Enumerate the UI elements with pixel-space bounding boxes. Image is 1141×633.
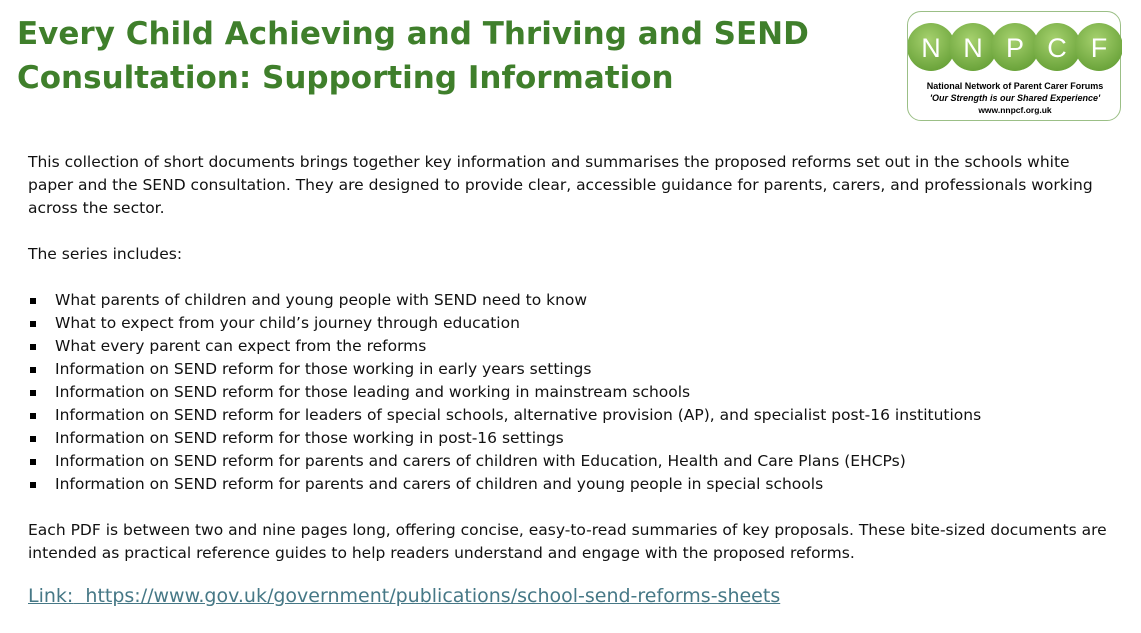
series-label: The series includes: — [28, 245, 183, 263]
link-prefix: Link: — [28, 585, 74, 607]
list-item — [28, 427, 1118, 450]
closing-paragraph: Each PDF is between two and nine pages long, offering concise, easy-to-read summaries of key proposals. These bite-sized documents are intended as practical reference guides to help readers understand and engage with the proposed reforms. — [28, 521, 1107, 562]
list-item — [28, 404, 1118, 427]
list-item-text: What parents of children and young people with SEND need to know — [55, 291, 588, 309]
list-item — [28, 289, 1118, 312]
list-item-text: What to expect from your child’s journey through education — [55, 314, 520, 332]
list-item — [28, 335, 1118, 358]
series-list — [28, 289, 1118, 496]
logo-tagline: 'Our Strength is our Shared Experience' — [929, 93, 1101, 103]
square-bullet-icon — [30, 482, 36, 488]
square-bullet-icon — [30, 459, 36, 465]
square-bullet-icon — [30, 436, 36, 442]
main-content — [28, 151, 1118, 609]
list-item-text: Information on SEND reform for parents and carers of children and young people in special schools — [55, 475, 824, 493]
logo-website: www.nnpcf.org.uk — [978, 105, 1052, 115]
logo-letter-4: C — [1047, 33, 1067, 63]
logo-letter-2: N — [963, 33, 983, 63]
square-bullet-icon — [30, 298, 36, 304]
list-item-text: What every parent can expect from the reforms — [55, 337, 427, 355]
nnpcf-logo — [907, 11, 1121, 121]
square-bullet-icon — [30, 390, 36, 396]
logo-circles — [908, 12, 1122, 80]
list-item-text: Information on SEND reform for those leading and working in mainstream schools — [55, 383, 691, 401]
list-item-text: Information on SEND reform for those working in early years settings — [55, 360, 592, 378]
square-bullet-icon — [30, 344, 36, 350]
page-title — [17, 12, 877, 100]
page-title-line-1: Every Child Achieving and Thriving and SEND — [17, 16, 809, 52]
square-bullet-icon — [30, 367, 36, 373]
logo-letter-5: F — [1090, 33, 1108, 63]
list-item-text: Information on SEND reform for those working in post-16 settings — [55, 429, 564, 447]
square-bullet-icon — [30, 413, 36, 419]
logo-letter-1: N — [921, 33, 941, 63]
list-item — [28, 358, 1118, 381]
list-item — [28, 381, 1118, 404]
list-item — [28, 450, 1118, 473]
list-item — [28, 312, 1118, 335]
page-title-line-2: Consultation: Supporting Information — [17, 60, 674, 96]
list-item-text: Information on SEND reform for leaders of special schools, alternative provision (AP), and specialist post-16 institutions — [55, 406, 982, 424]
logo-letter-3: P — [1005, 33, 1025, 63]
square-bullet-icon — [30, 321, 36, 327]
list-item — [28, 473, 1118, 496]
intro-paragraph: This collection of short documents brings together key information and summarises the proposed reforms set out in the schools white paper and the SEND consultation. They are designed to provide clear, accessible guidance for parents, carers, and professionals working across the sector. — [28, 153, 1093, 217]
list-item-text: Information on SEND reform for parents and carers of children with Education, Health and Care Plans (EHCPs) — [55, 452, 906, 470]
link-url: https://www.gov.uk/government/publications/school-send-reforms-sheets — [85, 585, 781, 607]
publication-link[interactable] — [28, 585, 780, 607]
logo-org-name: National Network of Parent Carer Forums — [926, 81, 1104, 91]
